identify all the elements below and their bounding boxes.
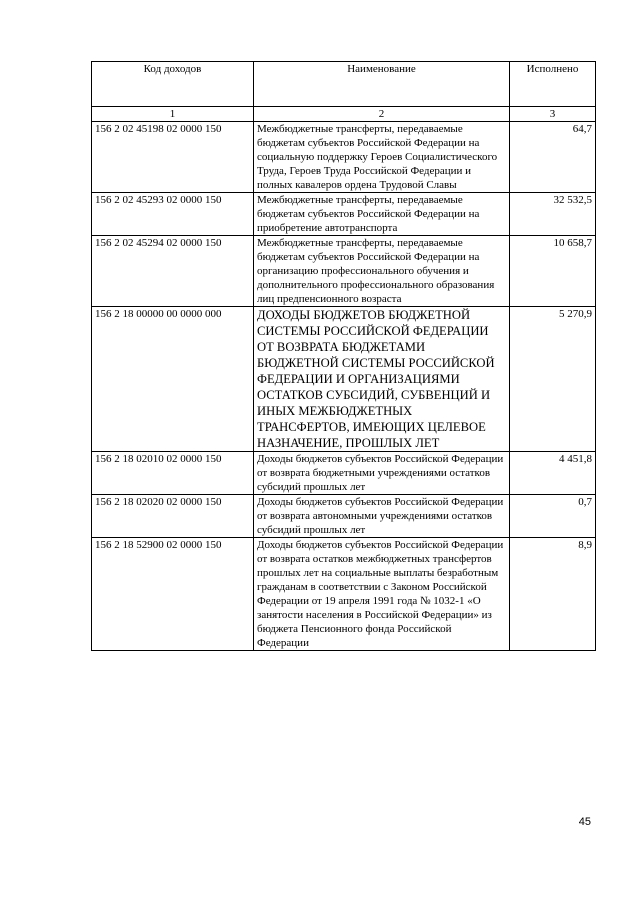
header-executed: Исполнено [510, 62, 596, 107]
revenue-name: Доходы бюджетов субъектов Российской Федерации от возврата остатков межбюджетных трансфертов прошлых лет на социальные выплаты безработным гражданам в соответствии с Законом Российской Федерации от 19 апреля 1991 года № 1032-1 «О занятости населения в Российской Федерации» из бюджета Пенсионного фонда Российской Федерации [254, 538, 510, 651]
table-row [92, 452, 596, 495]
revenue-code: 156 2 02 45294 02 0000 150 [92, 236, 254, 307]
revenue-name: Межбюджетные трансферты, передаваемые бюджетам субъектов Российской Федерации на приобретение автотранспорта [254, 193, 510, 236]
table-header-row [92, 62, 596, 107]
header-name: Наименование [254, 62, 510, 107]
column-number: 1 [92, 107, 254, 122]
table-row [92, 236, 596, 307]
revenue-code: 156 2 02 45293 02 0000 150 [92, 193, 254, 236]
executed-value: 8,9 [510, 538, 596, 651]
column-number: 2 [254, 107, 510, 122]
table-row [92, 307, 596, 452]
revenue-table [91, 61, 596, 651]
revenue-code: 156 2 18 00000 00 0000 000 [92, 307, 254, 452]
page-number: 45 [578, 816, 591, 828]
executed-value: 0,7 [510, 495, 596, 538]
revenue-code: 156 2 18 02020 02 0000 150 [92, 495, 254, 538]
executed-value: 32 532,5 [510, 193, 596, 236]
executed-value: 64,7 [510, 122, 596, 193]
executed-value: 5 270,9 [510, 307, 596, 452]
revenue-code: 156 2 18 02010 02 0000 150 [92, 452, 254, 495]
column-number-row [92, 107, 596, 122]
table-row [92, 495, 596, 538]
executed-value: 4 451,8 [510, 452, 596, 495]
revenue-name: Доходы бюджетов субъектов Российской Федерации от возврата бюджетными учреждениями остатков субсидий прошлых лет [254, 452, 510, 495]
revenue-code: 156 2 02 45198 02 0000 150 [92, 122, 254, 193]
revenue-name: Доходы бюджетов субъектов Российской Федерации от возврата автономными учреждениями остатков субсидий прошлых лет [254, 495, 510, 538]
revenue-name: Межбюджетные трансферты, передаваемые бюджетам субъектов Российской Федерации на социальную поддержку Героев Социалистического Труда, Героев Труда Российской Федерации и полных кавалеров ордена Трудовой Славы [254, 122, 510, 193]
revenue-name: ДОХОДЫ БЮДЖЕТОВ БЮДЖЕТНОЙ СИСТЕМЫ РОССИЙСКОЙ ФЕДЕРАЦИИ ОТ ВОЗВРАТА БЮДЖЕТАМИ БЮДЖЕТНОЙ СИСТЕМЫ РОССИЙСКОЙ ФЕДЕРАЦИИ И ОРГАНИЗАЦИЯМИ ОСТАТКОВ СУБСИДИЙ, СУБВЕНЦИЙ И ИНЫХ МЕЖБЮДЖЕТНЫХ ТРАНСФЕРТОВ, ИМЕЮЩИХ ЦЕЛЕВОЕ НАЗНАЧЕНИЕ, ПРОШЛЫХ ЛЕТ [254, 307, 510, 452]
executed-value: 10 658,7 [510, 236, 596, 307]
table-row [92, 122, 596, 193]
revenue-name: Межбюджетные трансферты, передаваемые бюджетам субъектов Российской Федерации на организацию профессионального обучения и дополнительного профессионального образования лиц предпенсионного возраста [254, 236, 510, 307]
column-number: 3 [510, 107, 596, 122]
table-row [92, 193, 596, 236]
revenue-code: 156 2 18 52900 02 0000 150 [92, 538, 254, 651]
table-row [92, 538, 596, 651]
header-code: Код доходов [92, 62, 254, 107]
